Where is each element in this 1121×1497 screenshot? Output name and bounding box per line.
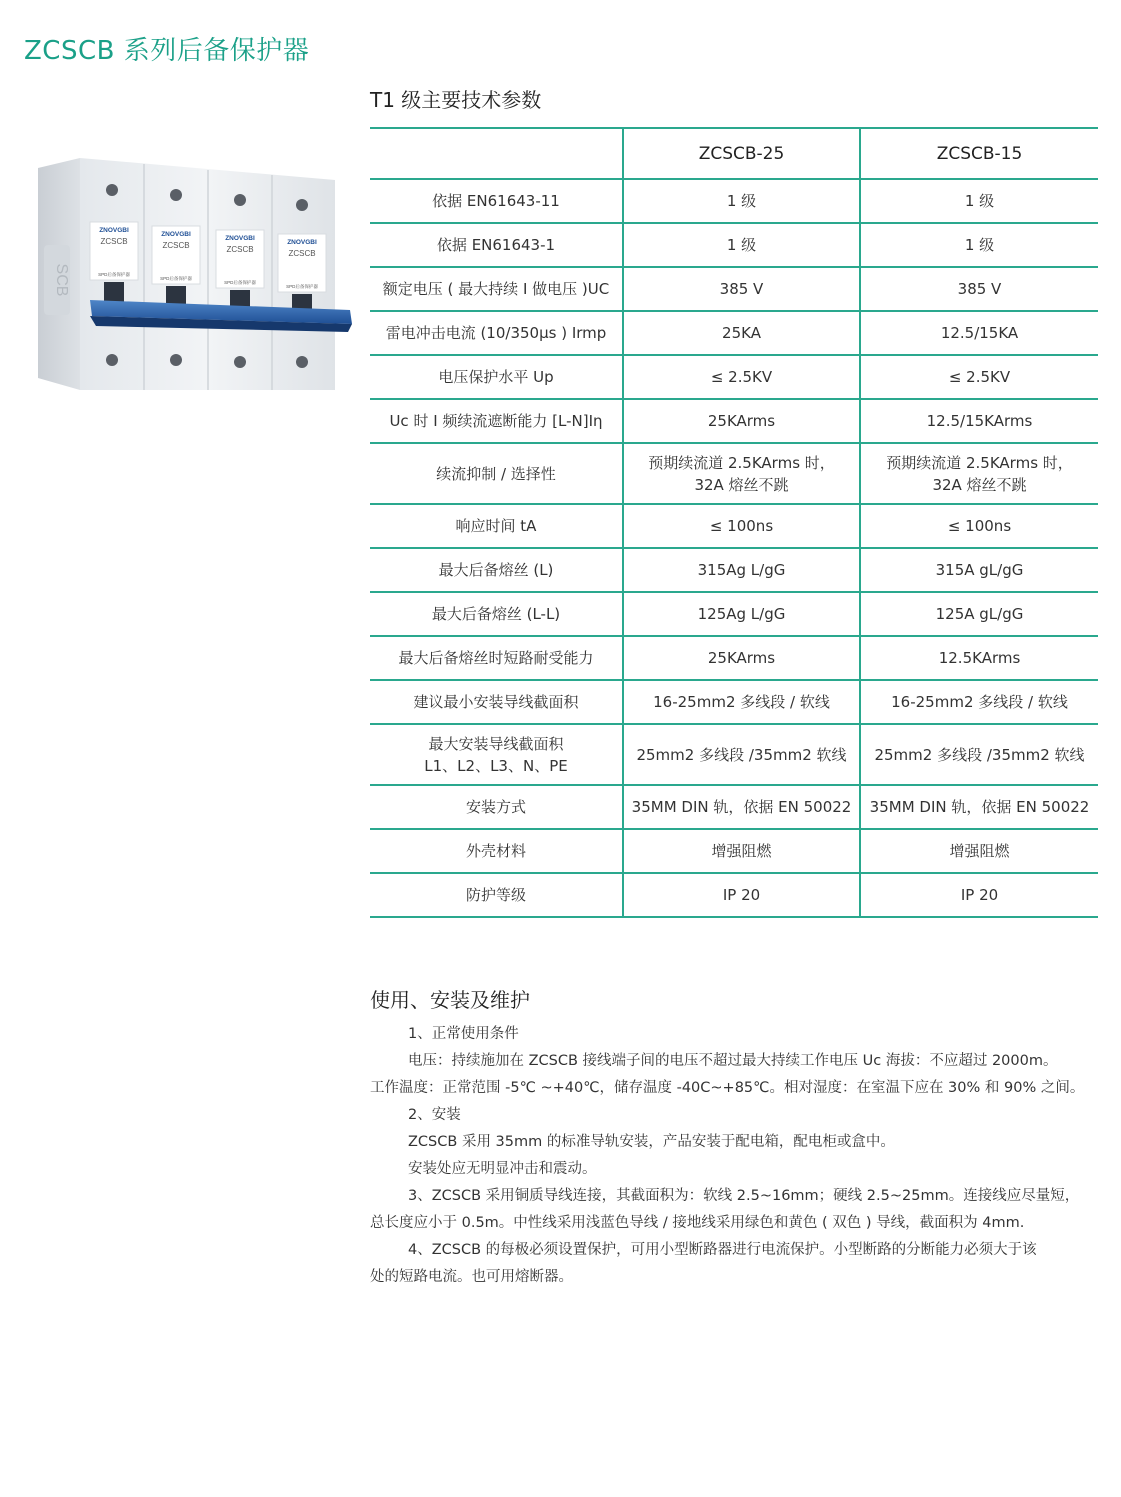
spec-value-zcscb-25: [623, 636, 860, 680]
page-title: ZCSCB 系列后备保护器: [24, 36, 310, 66]
module-name-2: ZCSCB: [162, 241, 190, 250]
spec-value-zcscb-15: [860, 785, 1098, 829]
cell-text: 385 V: [957, 280, 1002, 298]
table-row: [370, 724, 1098, 785]
usage-paragraph: 电压：持续施加在 ZCSCB 接线端子间的电压不超过最大持续工作电压 Uc 海拔：不应超过 2000m。: [408, 1053, 1058, 1069]
cell-text: 建议最小安装导线截面积: [413, 693, 579, 711]
module-name-3: ZCSCB: [226, 245, 254, 254]
spec-value-zcscb-25: [623, 443, 860, 504]
spec-param-cell: [370, 548, 623, 592]
spec-value-zcscb-25: [623, 311, 860, 355]
spec-param-cell: [370, 636, 623, 680]
cell-text: 315A gL/gG: [935, 561, 1024, 579]
spec-section-title: T1 级主要技术参数: [370, 88, 542, 112]
side-text: SCB: [53, 263, 70, 297]
spec-value-zcscb-25: [623, 223, 860, 267]
spec-value-zcscb-15: [860, 179, 1098, 223]
spec-param-cell: [370, 311, 623, 355]
spec-value-zcscb-25: [623, 267, 860, 311]
spec-param-cell: [370, 829, 623, 873]
cell-text: 响应时间 tA: [455, 517, 537, 535]
table-row: [370, 179, 1098, 223]
spec-value-zcscb-25: [623, 829, 860, 873]
cell-text: 防护等级: [465, 886, 526, 904]
table-row: [370, 548, 1098, 592]
spec-value-zcscb-15: [860, 267, 1098, 311]
usage-section-title: 使用、安装及维护: [370, 988, 530, 1012]
spec-param-cell: [370, 267, 623, 311]
spec-value-zcscb-15: [860, 680, 1098, 724]
spec-value-zcscb-25: [623, 785, 860, 829]
cell-text: 16-25mm2 多线段 / 软线: [891, 693, 1068, 711]
module-caption-3: SPD后备保护器: [224, 280, 256, 285]
spec-value-zcscb-15: [860, 355, 1098, 399]
cell-text: L1、L2、L3、N、PE: [424, 756, 568, 775]
usage-paragraph: 2、安装: [408, 1107, 461, 1123]
spec-value-zcscb-25: [623, 504, 860, 548]
spec-param-cell: [370, 223, 623, 267]
module-caption-4: SPD后备保护器: [286, 284, 318, 289]
spec-param-cell: [370, 443, 623, 504]
cell-text: ≤ 100ns: [709, 517, 774, 535]
cell-text: 增强阻燃: [949, 842, 1010, 860]
table-row: [370, 785, 1098, 829]
cell-text: 125A gL/gG: [935, 605, 1024, 623]
spec-value-zcscb-25: [623, 399, 860, 443]
cell-text: 25KArms: [707, 649, 776, 667]
cell-text: 16-25mm2 多线段 / 软线: [653, 693, 830, 711]
cell-text: 25KA: [722, 324, 761, 342]
cell-text: 35MM DIN 轨，依据 EN 50022: [869, 798, 1090, 816]
spec-param-cell: [370, 592, 623, 636]
usage-paragraph: 处的短路电流。也可用熔断器。: [370, 1269, 573, 1285]
table-row: [370, 355, 1098, 399]
spec-value-zcscb-25: [623, 724, 860, 785]
spec-value-zcscb-25: [623, 548, 860, 592]
spec-param-cell: [370, 355, 623, 399]
cell-text: 外壳材料: [465, 842, 526, 860]
spec-param-cell: [370, 504, 623, 548]
cell-text: ≤ 100ns: [947, 517, 1012, 535]
cell-text: 1 级: [964, 236, 995, 254]
cell-text: 1 级: [964, 192, 995, 210]
cell-text: 最大安装导线截面积: [428, 734, 564, 753]
module-caption-1: SPD后备保护器: [98, 272, 130, 277]
table-row: [370, 504, 1098, 548]
table-row: [370, 829, 1098, 873]
spec-value-zcscb-15: [860, 873, 1098, 917]
cell-text: IP 20: [960, 886, 999, 904]
table-row: [370, 592, 1098, 636]
spec-value-zcscb-25: [623, 355, 860, 399]
spec-header-zcscb-25: ZCSCB-25: [623, 128, 860, 179]
module-logo-2: ZNOVGBI: [161, 231, 191, 238]
cell-text: 1 级: [726, 236, 757, 254]
table-row: [370, 680, 1098, 724]
usage-paragraph: 4、ZCSCB 的每极必须设置保护，可用小型断路器进行电流保护。小型断路的分断能力必须大于该: [408, 1242, 1037, 1258]
spec-value-zcscb-15: [860, 724, 1098, 785]
cell-text: 25mm2 多线段 /35mm2 软线: [874, 745, 1085, 764]
spec-value-zcscb-15: [860, 223, 1098, 267]
spec-param-cell: [370, 724, 623, 785]
cell-text: 依据 EN61643-1: [436, 236, 556, 254]
usage-paragraph: 安装处应无明显冲击和震动。: [408, 1161, 597, 1177]
spec-value-zcscb-15: [860, 636, 1098, 680]
cell-text: 315Ag L/gG: [697, 561, 786, 579]
spec-param-cell: [370, 785, 623, 829]
spec-value-zcscb-15: [860, 311, 1098, 355]
spec-value-zcscb-25: [623, 680, 860, 724]
cell-text: 电压保护水平 Up: [438, 368, 554, 386]
table-row: [370, 443, 1098, 504]
cell-text: 预期续流道 2.5KArms 时，: [648, 453, 835, 472]
usage-paragraph: 3、ZCSCB 采用铜质导线连接，其截面积为：软线 2.5~16mm；硬线 2.5~25mm。连接线应尽量短，: [408, 1188, 1080, 1204]
cell-text: 12.5/15KArms: [926, 412, 1033, 430]
spec-header-zcscb-15: ZCSCB-15: [860, 128, 1098, 179]
module-logo-3: ZNOVGBI: [225, 235, 255, 242]
table-row: [370, 267, 1098, 311]
cell-text: ≤ 2.5KV: [710, 368, 773, 386]
cell-text: 1 级: [726, 192, 757, 210]
table-row: [370, 311, 1098, 355]
spec-value-zcscb-15: [860, 399, 1098, 443]
usage-paragraph: ZCSCB 采用 35mm 的标准导轨安装，产品安装于配电箱，配电柜或盒中。: [408, 1134, 895, 1150]
cell-text: Uc 时 I 频续流遮断能力 [L-N]Iη: [389, 412, 603, 430]
spec-header-blank: [370, 128, 623, 179]
cell-text: 最大后备熔丝 (L): [438, 561, 554, 579]
cell-text: 12.5KArms: [938, 649, 1021, 667]
usage-paragraph: 工作温度：正常范围 -5℃ ~+40℃，储存温度 -40C~+85℃。相对湿度：在室温下应在 30% 和 90% 之间。: [370, 1080, 1085, 1096]
module-name-4: ZCSCB: [288, 249, 316, 258]
cell-text: 雷电冲击电流 (10/350μs ) Irmp: [385, 324, 607, 342]
spec-param-cell: [370, 179, 623, 223]
spec-value-zcscb-15: [860, 504, 1098, 548]
cell-text: 额定电压 ( 最大持续 I 做电压 )UC: [382, 280, 610, 298]
spec-value-zcscb-25: [623, 179, 860, 223]
cell-text: 25mm2 多线段 /35mm2 软线: [636, 745, 847, 764]
usage-paragraph: 1、正常使用条件: [408, 1026, 519, 1042]
cell-text: 最大后备熔丝 (L-L): [431, 605, 561, 623]
spec-value-zcscb-15: [860, 548, 1098, 592]
cell-text: 依据 EN61643-11: [432, 192, 560, 210]
spec-param-cell: [370, 873, 623, 917]
spec-table: [370, 127, 1098, 918]
table-row: [370, 399, 1098, 443]
usage-paragraph: 总长度应小于 0.5m。中性线采用浅蓝色导线 / 接地线采用绿色和黄色 ( 双色 ) 导线，截面积为 4mm.: [370, 1215, 1025, 1231]
cell-text: 安装方式: [465, 798, 526, 816]
cell-text: 续流抑制 / 选择性: [436, 464, 556, 483]
spec-value-zcscb-25: [623, 592, 860, 636]
spec-value-zcscb-15: [860, 829, 1098, 873]
cell-text: 35MM DIN 轨，依据 EN 50022: [631, 798, 852, 816]
module-name-1: ZCSCB: [100, 237, 128, 246]
cell-text: 增强阻燃: [711, 842, 772, 860]
spec-value-zcscb-15: [860, 443, 1098, 504]
spec-table-body: [370, 179, 1098, 917]
spec-header-row: [370, 128, 1098, 179]
cell-text: 12.5/15KA: [940, 324, 1019, 342]
module-logo-1: ZNOVGBI: [99, 227, 129, 234]
cell-text: 32A 熔丝不跳: [932, 475, 1027, 494]
spec-param-cell: [370, 680, 623, 724]
cell-text: 预期续流道 2.5KArms 时，: [886, 453, 1073, 472]
cell-text: 25KArms: [707, 412, 776, 430]
cell-text: 125Ag L/gG: [697, 605, 786, 623]
spec-value-zcscb-25: [623, 873, 860, 917]
table-row: [370, 873, 1098, 917]
spec-param-cell: [370, 399, 623, 443]
spec-value-zcscb-15: [860, 592, 1098, 636]
table-row: [370, 223, 1098, 267]
module-caption-2: SPD后备保护器: [160, 276, 192, 281]
cell-text: ≤ 2.5KV: [948, 368, 1011, 386]
cell-text: IP 20: [722, 886, 761, 904]
usage-body: [370, 1021, 1110, 1291]
product-image: [30, 150, 360, 400]
table-row: [370, 636, 1098, 680]
cell-text: 32A 熔丝不跳: [694, 475, 789, 494]
cell-text: 385 V: [719, 280, 764, 298]
module-logo-4: ZNOVGBI: [287, 239, 317, 246]
cell-text: 最大后备熔丝时短路耐受能力: [398, 649, 594, 667]
